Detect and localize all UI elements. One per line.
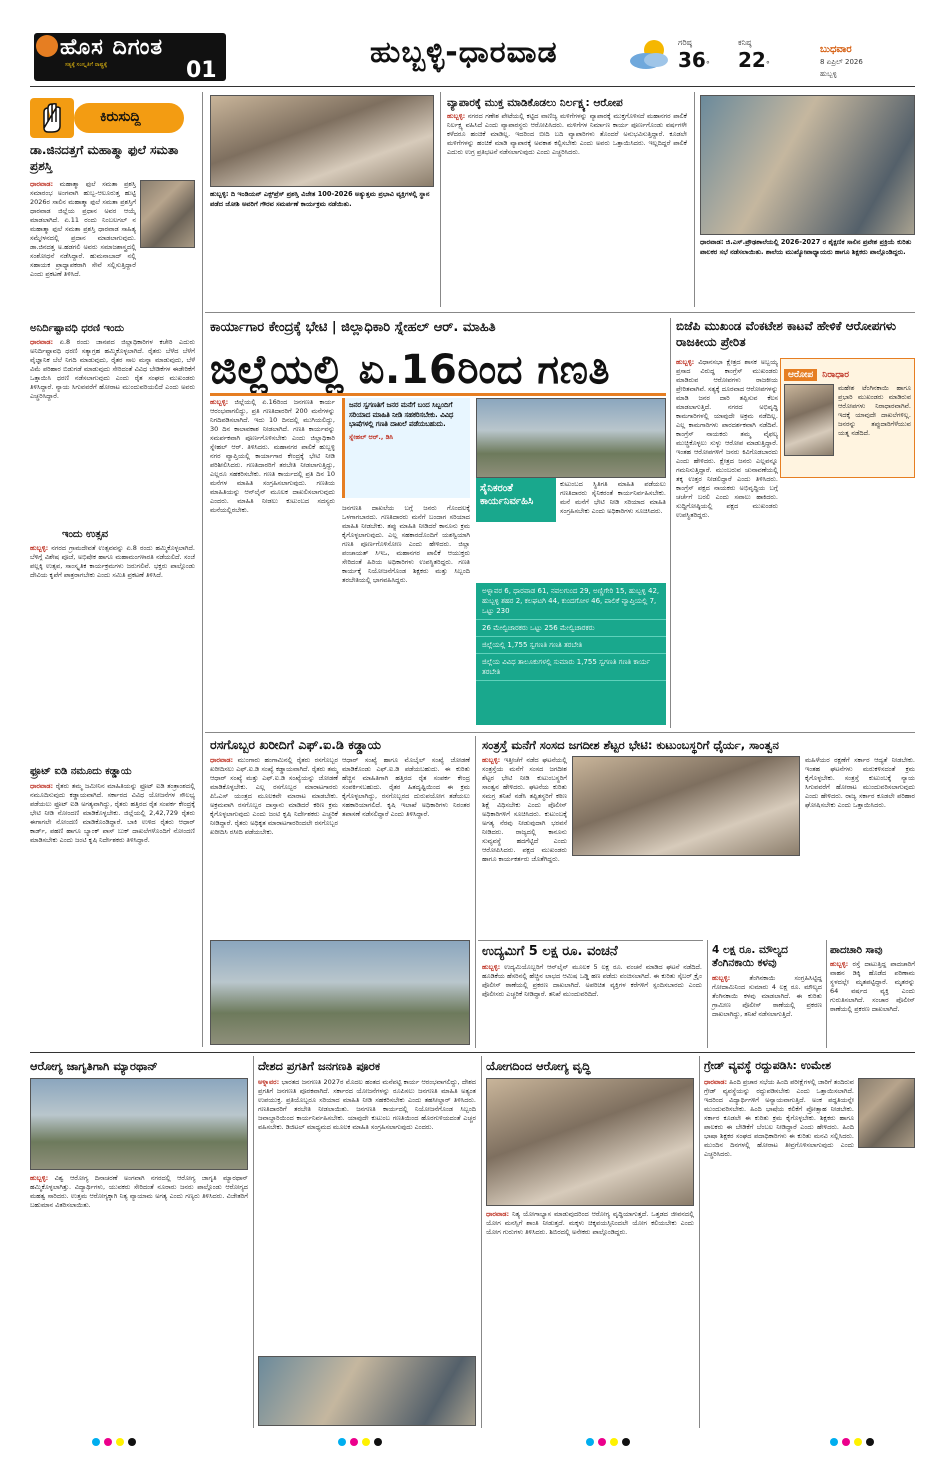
- min-temp-block: [738, 38, 770, 72]
- lead-kicker: ಕಾರ್ಯಾಗಾರ ಕೇಂದ್ರಕ್ಕೆ ಭೇಟಿ | ಜಿಲ್ಲಾಧಿಕಾರಿ ಸ್ನೇಹಲ್ ಆರ್. ಮಾಹಿತಿ: [210, 320, 496, 335]
- mid-rule-3: [826, 940, 827, 1048]
- right-story-body-2: [782, 484, 915, 728]
- panel-body: ಕುಟುಂಬದ ಸ್ಥಿತಿಗತಿ ಮಾಹಿತಿ ಪಡೆಯಲು ಗಣತಿದಾರರು ಸೈನಿಕರಂತೆ ಕಾರ್ಯನಿರ್ವಹಿಸಬೇಕು. ಮನೆ ಮನೆಗೆ ಭೇಟಿ ನೀಡಿ ಸರಿಯಾದ ಮಾಹಿತಿ ಸಂಗ್ರಹಿಸಬೇಕು ಎಂದು ಅಧಿಕಾರಿಗಳು ಸೂಚಿಸಿದರು.: [560, 480, 666, 515]
- award-photo: [210, 95, 434, 187]
- left-story1-headline: ಡಾ.ಜಿನದತ್ತಗೆ ಮಹಾತ್ಮಾ ಫುಲೆ ಸಮತಾ ಪ್ರಶಸ್ತಿ: [30, 143, 179, 173]
- degree-symbol: °: [705, 60, 710, 69]
- shettar-story-body: [482, 756, 567, 863]
- shettar-story-body-3: [482, 860, 800, 936]
- fid-story-text: ಮುಂಗಾರು ಹಂಗಾಮಿನಲ್ಲಿ ರೈತರು ರಸಗೊಬ್ಬರ ಖರೀದಿಸಲು ಎಫ್.ಐ.ಡಿ ಸಂಖ್ಯೆ ಕಡ್ಡಾಯವಾಗಿದೆ. ರೈತರು ತಮ್ಮ ಆಧಾರ್ ಸಂಖ್ಯೆ ಮತ್ತು ಎಫ್.ಐ.ಡಿ ಸಂಖ್ಯೆಯನ್ನು ಜೋಡಣೆ ಮಾಡಿಕೊಳ್ಳಬೇಕು. ಎಲ್ಲ ರಸಗೊಬ್ಬರ ಮಾರಾಟಗಾರರು ಪಿಓಎಸ್ ಯಂತ್ರದ ಮೂಲಕವೇ ಮಾರಾಟ ಮಾಡಬೇಕು. ಅಕ್ರಮವಾಗಿ ರಸಗೊಬ್ಬರ ದಾಸ್ತಾನು ಮಾಡಿದರೆ ಕಠಿಣ ಕ್ರಮ ಕೈಗೊಳ್ಳಲಾಗುವುದು ಎಂದು ಜಂಟಿ ಕೃಷಿ ನಿರ್ದೇಶಕರು ಎಚ್ಚರಿಕೆ ನೀಡಿದ್ದಾರೆ. ರೈತರು ಅಧಿಕೃತ ಮಾರಾಟಗಾರರಿಂದಲೇ ರಸಗೊಬ್ಬರ ಖರೀದಿಸಿ ರಸೀದಿ ಪಡೆಯಬೇಕು.: [210, 756, 338, 836]
- lead-quote-author: ಸ್ನೇಹಲ್ ಆರ್., ಡಿಸಿ: [349, 432, 394, 441]
- left-story3-text: ನಗರದ ಗ್ರಾಮದೇವತೆ ಉತ್ಸವವನ್ನು ಏ.8 ರಂದು ಹಮ್ಮಿಕೊಳ್ಳಲಾಗಿದೆ. ಬೆಳಿಗ್ಗೆ ವಿಶೇಷ ಪೂಜೆ, ಅಭಿಷೇಕ ಹಾಗೂ ಮಹಾಮಂಗಳಾರತಿ ನಡೆಯಲಿದೆ. ಸಂಜೆ ಪಲ್ಲಕ್ಕಿ ಉತ್ಸವ, ಸಾಂಸ್ಕೃತಿಕ ಕಾರ್ಯಕ್ರಮಗಳು ಜರುಗಲಿವೆ. ಭಕ್ತರು ಪಾಲ್ಗೊಂಡು ದೇವಿಯ ಕೃಪೆಗೆ ಪಾತ್ರರಾಗಬೇಕು ಎಂದು ಸಮಿತಿ ಪ್ರಕಟಣೆ ತಿಳಿಸಿದೆ.: [30, 544, 195, 579]
- grade-text: ಹಿಂದಿ ಪ್ರಚಾರ ಸಭೆಯ ಹಿಂದಿ ಪರೀಕ್ಷೆಗಳಲ್ಲಿ ಜಾರಿಗೆ ತಂದಿರುವ ಗ್ರೇಡ್ ವ್ಯವಸ್ಥೆಯನ್ನು ರದ್ದುಪಡಿಸಬೇಕು ಎಂದು ಒತ್ತಾಯಿಸಲಾಗಿದೆ. ಇದರಿಂದ ವಿದ್ಯಾರ್ಥಿಗಳಿಗೆ ಅನ್ಯಾಯವಾಗುತ್ತಿದೆ. ಅಂಕ ಪದ್ಧತಿಯನ್ನೇ ಮುಂದುವರಿಸಬೇಕು. ಹಿಂದಿ ಭಾಷೆಯ ಕಲಿಕೆಗೆ ಪ್ರೋತ್ಸಾಹ ನೀಡಬೇಕು. ಸರ್ಕಾರ ಕೂಡಲೇ ಈ ಕುರಿತು ಕ್ರಮ ಕೈಗೊಳ್ಳಬೇಕು. ಶಿಕ್ಷಕರು ಹಾಗೂ ಪಾಲಕರು ಈ ಬೇಡಿಕೆಗೆ ಬೆಂಬಲ ನೀಡಿದ್ದಾರೆ ಎಂದು ಹೇಳಿದರು. ಹಿಂದಿ ಭಾಷಾ ಶಿಕ್ಷಕರ ಸಂಘದ ಪದಾಧಿಕಾರಿಗಳು ಈ ಕುರಿತು ಮನವಿ ಸಲ್ಲಿಸಿದರು. ಮುಂದಿನ ದಿನಗಳಲ್ಲಿ ಹೋರಾಟ ತೀವ್ರಗೊಳಿಸಲಾಗುವುದು ಎಂದು ಎಚ್ಚರಿಸಿದರು.: [704, 1078, 854, 1158]
- left-story2-text: ಏ.8 ರಂದು ಜಾನಪದ ಜಿಲ್ಲಾಧಿಕಾರಿಗಳ ಕಚೇರಿ ಎದುರು ಅನಿರ್ದಿಷ್ಟಾವಧಿ ಧರಣಿ ಸತ್ಯಾಗ್ರಹ ಹಮ್ಮಿಕೊಳ್ಳಲಾಗಿದೆ. ರೈತರು ಬೆಳೆದ ಬೆಳೆಗೆ ವೈಜ್ಞಾನಿಕ ಬೆಲೆ ನಿಗದಿ ಮಾಡುವುದು, ರೈತರ ಸಾಲ ಮನ್ನಾ ಮಾಡುವುದು, ಬೆಳೆ ವಿಮೆ ಪರಿಹಾರ ಬಿಡುಗಡೆ ಮಾಡುವುದು ಸೇರಿದಂತೆ ವಿವಿಧ ಬೇಡಿಕೆಗಳ ಈಡೇರಿಕೆಗೆ ಒತ್ತಾಯಿಸಿ ಧರಣಿ ನಡೆಸಲಾಗುವುದು ಎಂದು ರೈತ ಸಂಘದ ಮುಖಂಡರು ತಿಳಿಸಿದ್ದಾರೆ. ನ್ಯಾಯ ಸಿಗುವವರೆಗೆ ಹೋರಾಟ ಮುಂದುವರಿಯಲಿದೆ ಎಂದು ಅವರು ಎಚ್ಚರಿಸಿದ್ದಾರೆ.: [30, 338, 195, 400]
- shettar-story-body-2: ಮಹಿಳೆಯರ ರಕ್ಷಣೆಗೆ ಸರ್ಕಾರ ಆದ್ಯತೆ ನೀಡಬೇಕು. ಇಂತಹ ಘಟನೆಗಳು ಮರುಕಳಿಸದಂತೆ ಕ್ರಮ ಕೈಗೊಳ್ಳಬೇಕು. ಸಂತ್ರಸ್ತೆ ಕುಟುಂಬಕ್ಕೆ ನ್ಯಾಯ ಸಿಗುವವರೆಗೆ ಹೋರಾಟ ಮುಂದುವರಿಸಲಾಗುವುದು ಎಂದು ಹೇಳಿದರು. ರಾಜ್ಯ ಸರ್ಕಾರ ಕೂಡಲೇ ಪರಿಹಾರ ಘೋಷಿಸಬೇಕು ಎಂದು ಒತ್ತಾಯಿಸಿದರು.: [805, 756, 915, 809]
- lead-headline: ಜಿಲ್ಲೆಯಲ್ಲಿ ಏ.16ರಿಂದ ಗಣತಿ: [210, 347, 611, 393]
- cmyk-dot: [842, 1438, 850, 1446]
- lead-row-rule: [205, 732, 915, 733]
- census-training-photo: [476, 398, 666, 478]
- cmyk-dot: [338, 1438, 346, 1446]
- issue-city: ಹುಬ್ಬಳ್ಳಿ: [820, 70, 837, 78]
- stats-row: ಅಳ್ನಾವರ 6, ಧಾರವಾಡ 61, ನವಲಗುಂದ 29, ಅಣ್ಣಿಗೇರಿ 15, ಹುಬ್ಬಳ್ಳಿ 42, ಹುಬ್ಬಳ್ಳಿ ಶಹರ 2, ಕಲಘಟಗಿ 44, ಕುಂದಗೋಳ 46, ಪಾಲಿಕೆ ವ್ಯಾಪ್ತಿಯಲ್ಲಿ 7, ಒಟ್ಟು 230: [476, 583, 666, 620]
- yoga-headline: ಯೋಗದಿಂದ ಆರೋಗ್ಯ ವೃದ್ಧಿ: [486, 1059, 591, 1073]
- top-row-rule: [205, 312, 915, 313]
- left-story2-headline: ಅನಿರ್ದಿಷ್ಟಾವಧಿ ಧರಣಿ ಇಂದು: [30, 323, 125, 334]
- bottom-rule-3: [699, 1056, 700, 1428]
- census-progress-photo: [258, 1356, 476, 1426]
- census-progress-text: ಭಾರತದ ಜನಗಣತಿ 2027ರ ಮೊದಲ ಹಂತದ ಮನೆಪಟ್ಟಿ ಕಾರ್ಯ ಆರಂಭವಾಗಲಿದ್ದು, ದೇಶದ ಪ್ರಗತಿಗೆ ಜನಗಣತಿ ಪೂರಕವಾಗಿದೆ. ಸರ್ಕಾರದ ಯೋಜನೆಗಳನ್ನು ರೂಪಿಸಲು ಜನಗಣತಿ ಮಾಹಿತಿ ಅತ್ಯಂತ ಉಪಯುಕ್ತ. ಪ್ರತಿಯೊಬ್ಬರೂ ಸರಿಯಾದ ಮಾಹಿತಿ ನೀಡಿ ಸಹಕರಿಸಬೇಕು ಎಂದು ತಹಸೀಲ್ದಾರ್ ತಿಳಿಸಿದರು. ಗಣತಿದಾರರಿಗೆ ತರಬೇತಿ ನೀಡಲಾಯಿತು.: [258, 1078, 476, 1113]
- lead-text-left: ಜಿಲ್ಲೆಯಲ್ಲಿ ಏ.16ರಿಂದ ಜನಗಣತಿ ಕಾರ್ಯ ಆರಂಭವಾಗಲಿದ್ದು, ಪ್ರತಿ ಗಣತಿದಾರರಿಗೆ 200 ಮನೆಗಳನ್ನು ನಿಗದಿಪಡಿಸಲಾಗಿದೆ. ಇದು 10 ದಿನದಲ್ಲಿ ಮುಗಿಯಲಿದ್ದು, 30 ದಿನ ಕಾಲಾವಕಾಶ ನೀಡಲಾಗಿದೆ. ಗಣತಿ ಕಾರ್ಯವನ್ನು ಸಮರ್ಪಕವಾಗಿ ಪೂರ್ಣಗೊಳಿಸಬೇಕು ಎಂದು ಜಿಲ್ಲಾಧಿಕಾರಿ ಸ್ನೇಹಲ್ ಆರ್. ತಿಳಿಸಿದರು. ಮಹಾನಗರ ಪಾಲಿಕೆ ಹುಬ್ಬಳ್ಳಿ ನಗರ ವ್ಯಾಪ್ತಿಯಲ್ಲಿ ಕಾರ್ಯಾಗಾರ ಕೇಂದ್ರಕ್ಕೆ ಭೇಟಿ ನೀಡಿ ಪರಿಶೀಲಿಸಿದರು. ಗಣತಿದಾರರಿಗೆ ತರಬೇತಿ ನೀಡಲಾಗುತ್ತಿದ್ದು, ಎಲ್ಲರೂ ಸಹಕರಿಸಬೇಕು. ಗಣತಿ ಕಾರ್ಯದಲ್ಲಿ ಪ್ರತಿ ದಿನ 10 ಮನೆಗಳ ಮಾಹಿತಿ ಸಂಗ್ರಹಿಸಲಾಗುವುದು. ಗಣತಿಯ ಮಾಹಿತಿಯನ್ನು ಆನ್‌ಲೈನ್ ಮೂಲಕ ದಾಖಲಿಸಲಾಗುವುದು ಎಂದರು. ಮಾಹಿತಿ ನೀಡಲು ಕುಟುಂಬದ ಸದಸ್ಯರು ಮನೆಯಲ್ಲಿರಬೇಕು.: [210, 398, 335, 514]
- fid-story-body-2: ಆಧಾರ್ ಸಂಖ್ಯೆ ಹಾಗೂ ಮೊಬೈಲ್ ಸಂಖ್ಯೆ ಜೋಡಣೆ ಮಾಡಿಕೊಂಡು ಎಫ್.ಐ.ಡಿ ಪಡೆಯಬಹುದು. ಈ ಕುರಿತು ಹೆಚ್ಚಿನ ಮಾಹಿತಿಗಾಗಿ ಹತ್ತಿರದ ರೈತ ಸಂಪರ್ಕ ಕೇಂದ್ರ ಸಂಪರ್ಕಿಸಬಹುದು. ರೈತರ ಹಿತದೃಷ್ಟಿಯಿಂದ ಈ ಕ್ರಮ ಕೈಗೊಳ್ಳಲಾಗಿದ್ದು, ರಸಗೊಬ್ಬರದ ದುರುಪಯೋಗ ತಡೆಯಲು ಸಹಕಾರಿಯಾಗಲಿದೆ. ಕೃಷಿ ಇಲಾಖೆ ಅಧಿಕಾರಿಗಳು ನಿರಂತರ ತಪಾಸಣೆ ನಡೆಸಲಿದ್ದಾರೆ ಎಂದು ತಿಳಿಸಿದ್ದಾರೆ.: [342, 756, 470, 818]
- degree-symbol: °: [765, 60, 770, 69]
- marathon-photo: [30, 1078, 248, 1170]
- top-story-text: ನಗರದ ಗಣೇಶ ಪೇಟೆಯಲ್ಲಿ ಕಟ್ಟಿದ ವಾಣಿಜ್ಯ ಮಳಿಗೆಗಳನ್ನು ವ್ಯಾಪಾರಕ್ಕೆ ಮುಕ್ತಗೊಳಿಸದೆ ಮಹಾನಗರ ಪಾಲಿಕೆ ನಿರ್ಲಕ್ಷ್ಯ ವಹಿಸಿದೆ ಎಂದು ವ್ಯಾಪಾರಸ್ಥರು ಆರೋಪಿಸಿದರು. ಮಳಿಗೆಗಳ ನಿರ್ಮಾಣ ಕಾರ್ಯ ಪೂರ್ಣಗೊಂಡು ವರ್ಷಗಳೇ ಕಳೆದರೂ ಹಂಚಿಕೆ ಮಾಡಿಲ್ಲ. ಇದರಿಂದ ಬೀದಿ ಬದಿ ವ್ಯಾಪಾರಿಗಳು ತೊಂದರೆ ಅನುಭವಿಸುತ್ತಿದ್ದಾರೆ. ಕೂಡಲೇ ಮಳಿಗೆಗಳನ್ನು ಹಂಚಿಕೆ ಮಾಡಿ ವ್ಯಾಪಾರಕ್ಕೆ ಅವಕಾಶ ಕಲ್ಪಿಸಬೇಕು ಎಂದು ಅವರು ಒತ್ತಾಯಿಸಿದರು. ಇಲ್ಲದಿದ್ದರೆ ಪಾಲಿಕೆ ಎದುರು ಉಗ್ರ ಪ್ರತಿಭಟನೆ ನಡೆಸಲಾಗುವುದು ಎಂದು ಎಚ್ಚರಿಸಿದರು.: [447, 112, 687, 156]
- top-rule-1: [440, 92, 441, 307]
- allegation-body: ಮಹೇಶ ಟೆಂಗಿನಕಾಯಿ ಹಾಗೂ ಪ್ರಭಾರಿ ಮುಖಂಡರು ಮಾಡಿರುವ ಆರೋಪಗಳು ನಿರಾಧಾರವಾಗಿವೆ. ಇದಕ್ಕೆ ಯಾವುದೇ ದಾಖಲೆಗಳಿಲ್ಲ. ಜನರನ್ನು ತಪ್ಪುದಾರಿಗೆಳೆಯುವ ಯತ್ನ ನಡೆದಿದೆ.: [838, 384, 911, 437]
- coconut-story-text: ತೆಂಗಿನಕಾಯಿ ಸಂಗ್ರಹಿಸಿಟ್ಟಿದ್ದ ಗೋದಾಮಿನಿಂದ ಸುಮಾರು 4 ಲಕ್ಷ ರೂ. ಮೌಲ್ಯದ ತೆಂಗಿನಕಾಯಿ ಕಳವು ಮಾಡಲಾಗಿದೆ. ಈ ಕುರಿತು ಗ್ರಾಮೀಣ ಪೊಲೀಸ್ ಠಾಣೆಯಲ್ಲಿ ಪ್ರಕರಣ ದಾಖಲಾಗಿದ್ದು, ತನಿಖೆ ನಡೆಸಲಾಗುತ್ತಿದೆ.: [712, 974, 822, 1018]
- allegation-tag: ಆರೋಪ: [784, 369, 817, 381]
- dateline: ಹುಬ್ಬಳ್ಳಿ:: [447, 112, 466, 120]
- lead-body-right: ಜನಗಣತಿ ದಾಖಲೆಯ ಬಗ್ಗೆ ಜನರು ಗೊಂದಲಕ್ಕೆ ಒಳಗಾಗಬಾರದು. ಗಣತಿದಾರರು ಮನೆಗೆ ಬಂದಾಗ ಸರಿಯಾದ ಮಾಹಿತಿ ನೀಡಬೇಕು. ತಪ್ಪು ಮಾಹಿತಿ ನೀಡಿದರೆ ಕಾನೂನು ಕ್ರಮ ಕೈಗೊಳ್ಳಲಾಗುವುದು. ಎಲ್ಲ ಸಹಕಾರದೊಂದಿಗೆ ಯಶಸ್ವಿಯಾಗಿ ಗಣತಿ ಪೂರ್ಣಗೊಳಿಸೋಣ ಎಂದು ಹೇಳಿದರು. ಜಿಲ್ಲಾ ಪಂಚಾಯತ್ ಸಿಇಒ, ಮಹಾನಗರ ಪಾಲಿಕೆ ಆಯುಕ್ತರು ಸೇರಿದಂತೆ ಹಿರಿಯ ಅಧಿಕಾರಿಗಳು ಉಪಸ್ಥಿತರಿದ್ದರು. ಗಣತಿ ಕಾರ್ಯಕ್ಕೆ ನಿಯೋಜನೆಗೊಂಡ ಶಿಕ್ಷಕರು ಮತ್ತು ಸಿಬ್ಬಂದಿ ತರಬೇತಿಯಲ್ಲಿ ಭಾಗವಹಿಸಿದ್ದರು.: [342, 504, 470, 584]
- cmyk-dot: [374, 1438, 382, 1446]
- bottom-row-rule: [30, 1052, 915, 1053]
- left-story4-text: ರೈತರು ತಮ್ಮ ಜಮೀನಿನ ಮಾಹಿತಿಯನ್ನು ಫ್ರೂಟ್ ಐಡಿ ತಂತ್ರಾಂಶದಲ್ಲಿ ನಮೂದಿಸುವುದು ಕಡ್ಡಾಯವಾಗಿದೆ. ಸರ್ಕಾರದ ವಿವಿಧ ಯೋಜನೆಗಳ ಸೌಲಭ್ಯ ಪಡೆಯಲು ಫ್ರೂಟ್ ಐಡಿ ಅಗತ್ಯವಾಗಿದ್ದು, ರೈತರು ಹತ್ತಿರದ ರೈತ ಸಂಪರ್ಕ ಕೇಂದ್ರಕ್ಕೆ ಭೇಟಿ ನೀಡಿ ನೋಂದಣಿ ಮಾಡಿಕೊಳ್ಳಬೇಕು. ಜಿಲ್ಲೆಯಲ್ಲಿ 2,42,729 ರೈತರು ಈಗಾಗಲೇ ನೋಂದಣಿ ಮಾಡಿಕೊಂಡಿದ್ದಾರೆ. ಬಾಕಿ ಉಳಿದ ರೈತರು ಆಧಾರ್ ಕಾರ್ಡ್, ಪಹಣಿ ಹಾಗೂ ಬ್ಯಾಂಕ್ ಪಾಸ್ ಬುಕ್ ದಾಖಲೆಗಳೊಂದಿಗೆ ನೋಂದಣಿ ಮಾಡಿಸಬೇಕು ಎಂದು ಜಂಟಿ ಕೃಷಿ ನಿರ್ದೇಶಕರು ತಿಳಿಸಿದ್ದಾರೆ.: [30, 782, 195, 844]
- mid-rule-1: [475, 736, 476, 1048]
- left-story3-headline: ಇಂದು ಉತ್ಸವ: [62, 529, 108, 540]
- panel-body-extra: [476, 526, 558, 582]
- dateline: ಧಾರವಾಡ:: [704, 1078, 728, 1086]
- bottom-rule-2: [481, 1056, 482, 1428]
- dateline: ಧಾರವಾಡ:: [30, 180, 54, 188]
- shettar-story-headline: ಸಂತ್ರಸ್ತೆ ಮನೆಗೆ ಸಂಸದ ಜಗದೀಶ ಶೆಟ್ಟರ ಭೇಟಿ: ಕುಟುಂಬಸ್ಥರಿಗೆ ಧೈರ್ಯ, ಸಾಂತ್ವನ: [482, 738, 779, 752]
- venkatesh-portrait: [784, 384, 834, 456]
- min-temp: 22: [738, 48, 766, 72]
- dateline: ಅಳ್ನಾವರ:: [258, 1078, 280, 1086]
- cmyk-dot: [116, 1438, 124, 1446]
- award-photo-caption: ಹುಬ್ಬಳ್ಳಿ: ದಿ ಇಂಡಿಯನ್ ಎಕ್ಸ್‌ಪ್ರೆಸ್ ಪ್ರಶಸ್ತಿ ವಿಜೇತ 100-2026 ಅತ್ಯುತ್ತಮ ಪ್ರಭಾವಿ ವ್ಯಕ್ತಿಗಳಲ್ಲಿ ಸ್ಥಾನ ಪಡೆದ ಜೋಶಿ ಅವರಿಗೆ ಗೌರವ ಸಮರ್ಪಣೆ ಕಾರ್ಯಕ್ರಮ ನಡೆಯಿತು.: [210, 190, 430, 208]
- shettar-visit-photo: [572, 756, 800, 856]
- fraud-story-text: ಉದ್ಯಮಿಯೊಬ್ಬರಿಗೆ ಆನ್‌ಲೈನ್ ಮೂಲಕ 5 ಲಕ್ಷ ರೂ. ವಂಚನೆ ಮಾಡಿದ ಘಟನೆ ನಡೆದಿದೆ. ಹೂಡಿಕೆಯ ಹೆಸರಿನಲ್ಲಿ ಹೆಚ್ಚಿನ ಲಾಭದ ಆಮಿಷ ಒಡ್ಡಿ ಹಣ ಪಡೆದು ವಂಚಿಸಲಾಗಿದೆ. ಈ ಕುರಿತು ಸೈಬರ್ ಕ್ರೈಂ ಪೊಲೀಸ್ ಠಾಣೆಯಲ್ಲಿ ಪ್ರಕರಣ ದಾಖಲಾಗಿದೆ. ಅಪರಿಚಿತ ವ್ಯಕ್ತಿಗಳ ಕರೆಗಳಿಗೆ ಸ್ಪಂದಿಸಬಾರದು ಎಂದು ಪೊಲೀಸರು ಎಚ್ಚರಿಕೆ ನೀಡಿದ್ದಾರೆ. ತನಿಖೆ ಮುಂದುವರಿದಿದೆ.: [482, 963, 702, 998]
- max-temp: 36: [678, 48, 706, 72]
- cmyk-dot: [610, 1438, 618, 1446]
- left-story1-portrait: [140, 180, 195, 248]
- marathon-headline: ಆರೋಗ್ಯ ಜಾಗೃತಿಗಾಗಿ ಮ್ಯಾರಥಾನ್: [30, 1059, 158, 1073]
- umesh-portrait: [858, 1078, 915, 1148]
- allegation-box: [780, 358, 915, 478]
- dateline: ಧಾರವಾಡ:: [486, 1210, 510, 1218]
- kirusuddi-label: ಕಿರುಸುದ್ದಿ: [74, 103, 184, 133]
- paper-tagline: ಸತ್ಯಕ್ಕೆ ಸಂಸ್ಕೃತಿಗೆ ರಾಷ್ಟ್ರಕ್ಕೆ: [65, 62, 108, 68]
- left-story1-text: ಮಹಾತ್ಮಾ ಫುಲೆ ಸಮತಾ ಪ್ರಶಸ್ತಿ ಸಮಾರಂಭ ಅಂಗವಾಗಿ ಹುಬ್ಬ-ಆಲೂರುತ್ತ ಹುಟ್ಟಿ 2026ರ ಸಾಲಿನ ಮಹಾತ್ಮಾ ಫುಲೆ ಸಮತಾ ಪ್ರಶಸ್ತಿಗೆ ಧಾರವಾಡ ಜಿಲ್ಲೆಯ ಪ್ರಧಾನ ಅವರ ಆಯ್ಕೆ ಮಾಡಲಾಗಿದೆ. ಏ.11 ರಂದು ನಿಂಬಲಗಲ್ ನ ಮಹಾತ್ಮಾ ಫುಲೆ ಸಮತಾ ಪ್ರಶಸ್ತಿ ಧಾರವಾಡ ಸಾಹಿತ್ಯ ಸಮ್ಮೇಳನದಲ್ಲಿ ಪ್ರದಾನ ಮಾಡಲಾಗುವುದು. ಡಾ.ಜಿನದತ್ತ ಅ.ಹಡಗಲಿ ಅವರು ಸಮಾಜಶಾಸ್ತ್ರದಲ್ಲಿ ಸಂಶೋಧನೆ ನಡೆಸಿದ್ದಾರೆ. ಹುಮನಾಬಾದ್ ನಲ್ಲಿ ಸಹಾಯಕ ಪ್ರಾಧ್ಯಾಪಕರಾಗಿ ಸೇವೆ ಸಲ್ಲಿಸುತ್ತಿದ್ದಾರೆ ಎಂದು ಪ್ರಕಟಣೆ ತಿಳಿಸಿದೆ.: [30, 180, 136, 278]
- left-story4-body: [30, 782, 195, 1044]
- mid-row-rule: [478, 940, 703, 941]
- left-story2-body: [30, 338, 195, 523]
- dateline: ಧಾರವಾಡ:: [210, 756, 234, 764]
- cmyk-dot: [586, 1438, 594, 1446]
- date-block: [820, 44, 940, 79]
- marathon-text: ವಿಶ್ವ ಆರೋಗ್ಯ ದಿನಾಚರಣೆ ಅಂಗವಾಗಿ ನಗರದಲ್ಲಿ ಆರೋಗ್ಯ ಜಾಗೃತಿ ಮ್ಯಾರಥಾನ್ ಹಮ್ಮಿಕೊಳ್ಳಲಾಗಿತ್ತು. ವಿದ್ಯಾರ್ಥಿಗಳು, ಯುವಕರು ಸೇರಿದಂತೆ ನೂರಾರು ಜನರು ಪಾಲ್ಗೊಂಡು ಆರೋಗ್ಯದ ಮಹತ್ವ ಸಾರಿದರು. ಉತ್ತಮ ಆರೋಗ್ಯಕ್ಕಾಗಿ ನಿತ್ಯ ವ್ಯಾಯಾಮ ಅಗತ್ಯ ಎಂದು ಗಣ್ಯರು ತಿಳಿಸಿದರು. ವಿಜೇತರಿಗೆ ಬಹುಮಾನ ವಿತರಿಸಲಾಯಿತು.: [30, 1174, 248, 1209]
- fid-story-headline: ರಸಗೊಬ್ಬರ ಖರೀದಿಗೆ ಎಫ್.ಐ.ಡಿ ಕಡ್ಡಾಯ: [210, 737, 382, 752]
- pedestrian-story-headline: ಪಾದಚಾರಿ ಸಾವು: [830, 945, 883, 956]
- panel-title: ಸೈನಿಕರಂತೆ ಕಾರ್ಯನಿರ್ವಹಿಸಿ: [476, 478, 556, 522]
- school-meeting-photo: [700, 95, 915, 235]
- left-story3-body: [30, 544, 195, 759]
- cmyk-dot: [92, 1438, 100, 1446]
- grade-body-2: [704, 1152, 915, 1424]
- cmyk-dot: [866, 1438, 874, 1446]
- dateline: ಧಾರವಾಡ:: [30, 782, 54, 790]
- fid-story-body: [210, 756, 338, 936]
- coconut-story-headline: 4 ಲಕ್ಷ ರೂ. ಮೌಲ್ಯದ ತೆಂಗಿನಕಾಯಿ ಕಳವು: [712, 944, 788, 969]
- coconut-story-body: [712, 974, 822, 1044]
- cmyk-dot: [854, 1438, 862, 1446]
- grade-body: [704, 1078, 854, 1158]
- stats-row: ಜಿಲ್ಲೆಯ ವಿವಿಧ ತಾಲೂಕುಗಳಲ್ಲಿ ಸುಮಾರು 1,755 ಸ್ವಗಣತಿ ಗಣತಿ ಕಾರ್ಯ ತರಬೇತಿ: [476, 654, 666, 681]
- dateline: ಧಾರವಾಡ:: [30, 338, 54, 346]
- kirusuddi-hand-icon: [30, 98, 74, 138]
- cmyk-dot: [830, 1438, 838, 1446]
- dateline: ಹುಬ್ಬಳ್ಳಿ:: [482, 756, 501, 764]
- lead-headline-bar: [210, 393, 666, 396]
- dateline: ಹುಬ್ಬಳ್ಳಿ:: [482, 963, 501, 971]
- min-label: ಕನಿಷ್ಠ: [738, 38, 752, 47]
- allegation-word: ನಿರಾಧಾರ: [822, 370, 849, 380]
- top-story-body: [447, 112, 687, 307]
- fraud-story-body: [482, 963, 702, 1045]
- sun-cloud-icon: [624, 36, 674, 72]
- lead-right-rule: [670, 318, 671, 728]
- cmyk-dot: [350, 1438, 358, 1446]
- left-story4-headline: ಫ್ರೂಟ್ ಐಡಿ ನಮೂದು ಕಡ್ಡಾಯ: [30, 766, 132, 777]
- dateline: ಹುಬ್ಬಳ್ಳಿ:: [830, 960, 849, 968]
- weekday: ಬುಧವಾರ: [820, 44, 852, 55]
- census-progress-body: [258, 1078, 476, 1353]
- logo-emblem-icon: [36, 35, 58, 57]
- census-progress-text-2: ಜನಗಣತಿ ಕಾರ್ಯದಲ್ಲಿ ನಿಯೋಜನೆಗೊಂಡ ಸಿಬ್ಬಂದಿ ಜವಾಬ್ದಾರಿಯಿಂದ ಕಾರ್ಯನಿರ್ವಹಿಸಬೇಕು. ಯಾವುದೇ ಕುಟುಂಬ ಗಣತಿಯಿಂದ ಹೊರಗುಳಿಯದಂತೆ ಎಚ್ಚರ ವಹಿಸಬೇಕು. ಡಿಜಿಟಲ್ ಮಾಧ್ಯಮದ ಮೂಲಕ ಮಾಹಿತಿ ಸಂಗ್ರಹಿಸಲಾಗುವುದು ಎಂದರು.: [258, 1105, 476, 1131]
- issue-date: 8 ಏಪ್ರಿಲ್ 2026: [820, 58, 863, 66]
- pedestrian-story-body: [830, 960, 915, 1045]
- fid-story-photo: [210, 940, 470, 1045]
- dateline: ಹುಬ್ಬಳ್ಳಿ:: [712, 974, 731, 982]
- dateline: ಹುಬ್ಬಳ್ಳಿ:: [210, 398, 229, 406]
- top-story-headline: ವ್ಯಾಪಾರಕ್ಕೆ ಮುಕ್ತ ಮಾಡಿಕೊಡಲು ನಿರ್ಲಕ್ಷ್ಯ: ಆರೋಪ: [447, 97, 623, 109]
- right-story-headline: ಬಿಜೆಪಿ ಮುಖಂಡ ವೆಂಕಟೇಶ ಕಾಟವೆ ಹೇಳಿಕೆ ಆರೋಪಗಳು ರಾಜಕೀಯ ಪ್ರೇರಿತ: [676, 319, 897, 349]
- fraud-story-headline: ಉದ್ಯಮಿಗೆ 5 ಲಕ್ಷ ರೂ. ವಂಚನೆ: [482, 944, 618, 959]
- dateline: ಹುಬ್ಬಳ್ಳಿ:: [30, 1174, 49, 1182]
- left-story1-body: [30, 180, 136, 330]
- max-label: ಗರಿಷ್ಠ: [678, 38, 692, 47]
- grade-headline: ಗ್ರೇಡ್ ವ್ಯವಸ್ಥೆ ರದ್ದುಪಡಿಸಿ: ಉಮೇಶ: [704, 1059, 832, 1072]
- max-temp-block: [678, 38, 710, 72]
- mid-rule-2: [707, 940, 708, 1048]
- cmyk-dot: [128, 1438, 136, 1446]
- census-stats-panel: [476, 583, 666, 725]
- lead-quote-box: [342, 398, 470, 498]
- dateline: ಹುಬ್ಬಳ್ಳಿ:: [676, 358, 695, 366]
- cmyk-dot: [598, 1438, 606, 1446]
- lead-quote: ಜನರ ಸ್ವಗಣತಿಗೆ ಜನರ ಮನೆಗೆ ಬಂದ ಸಿಬ್ಬಂದಿಗೆ ಸರಿಯಾದ ಮಾಹಿತಿ ನೀಡಿ ಸಹಕರಿಸಬೇಕು. ವಿವಿಧ ಭಾಷೆಗಳಲ್ಲಿ ಗಣತಿ ದಾಖಲೆ ಪಡೆಯಬಹುದು.: [349, 401, 454, 428]
- school-photo-caption: ಧಾರವಾಡ: ಜಿ.ಎಸ್.ಪ್ರೌಢಶಾಲೆಯಲ್ಲಿ 2026-2027 ರ ಶೈಕ್ಷಣಿಕ ಸಾಲಿನ ಪ್ರವೇಶ ಪ್ರಕ್ರಿಯೆ ಕುರಿತು ಪಾಲಕರ ಸಭೆ ನಡೆಸಲಾಯಿತು. ಶಾಲೆಯ ಮುಖ್ಯೋಪಾಧ್ಯಾಯರು ಹಾಗೂ ಶಿಕ್ಷಕರು ಪಾಲ್ಗೊಂಡಿದ್ದರು.: [700, 238, 912, 256]
- edition-title: ಹುಬ್ಬಳ್ಳಿ-ಧಾರವಾಡ: [370, 35, 558, 70]
- cmyk-dot: [362, 1438, 370, 1446]
- bottom-rule-1: [253, 1056, 254, 1428]
- masthead-rule: [30, 86, 915, 87]
- pedestrian-story-text: ರಸ್ತೆ ದಾಟುತ್ತಿದ್ದ ಪಾದಚಾರಿಗೆ ವಾಹನ ಡಿಕ್ಕಿ ಹೊಡೆದ ಪರಿಣಾಮ ಸ್ಥಳದಲ್ಲೇ ಮೃತಪಟ್ಟಿದ್ದಾರೆ. ಮೃತರನ್ನು 64 ವರ್ಷದ ವ್ಯಕ್ತಿ ಎಂದು ಗುರುತಿಸಲಾಗಿದೆ. ಸಂಚಾರ ಪೊಲೀಸ್ ಠಾಣೆಯಲ್ಲಿ ಪ್ರಕರಣ ದಾಖಲಾಗಿದೆ.: [830, 960, 915, 1013]
- right-story-body-1: [676, 358, 778, 728]
- yoga-photo: [486, 1078, 694, 1206]
- lead-body-left: [210, 398, 335, 738]
- stats-row: ಜಿಲ್ಲೆಯಲ್ಲಿ 1,755 ಸ್ವಗಣತಿ ಗಣತಿ ತರಬೇತಿ: [476, 637, 666, 654]
- paper-name: ಹೊಸ ದಿಗಂತ: [60, 35, 164, 60]
- dateline: ಹುಬ್ಬಳ್ಳಿ:: [30, 544, 49, 552]
- marathon-body: [30, 1174, 248, 1424]
- page-number: 01: [186, 58, 217, 83]
- stats-row: 26 ಮೇಲ್ವಿಚಾರಕರು ಒಟ್ಟು 256 ಮೇಲ್ವಿಚಾರಕರು: [476, 620, 666, 637]
- top-rule-2: [694, 92, 695, 307]
- shettar-story-text: ಇತ್ತೀಚೆಗೆ ನಡೆದ ಘಟನೆಯಲ್ಲಿ ಸಂತ್ರಸ್ತೆಯ ಮನೆಗೆ ಸಂಸದ ಜಗದೀಶ ಶೆಟ್ಟರ ಭೇಟಿ ನೀಡಿ ಕುಟುಂಬಸ್ಥರಿಗೆ ಸಾಂತ್ವನ ಹೇಳಿದರು. ಘಟನೆಯ ಕುರಿತು ಸಮಗ್ರ ತನಿಖೆ ನಡೆಸಿ ತಪ್ಪಿತಸ್ಥರಿಗೆ ಕಠಿಣ ಶಿಕ್ಷೆ ವಿಧಿಸಬೇಕು ಎಂದು ಪೊಲೀಸ್ ಅಧಿಕಾರಿಗಳಿಗೆ ಸೂಚಿಸಿದರು. ಕುಟುಂಬಕ್ಕೆ ಅಗತ್ಯ ನೆರವು ನೀಡುವುದಾಗಿ ಭರವಸೆ ನೀಡಿದರು. ರಾಜ್ಯದಲ್ಲಿ ಕಾನೂನು ಸುವ್ಯವಸ್ಥೆ ಹದಗೆಟ್ಟಿದೆ ಎಂದು ಆರೋಪಿಸಿದರು. ಪಕ್ಷದ ಮುಖಂಡರು ಹಾಗೂ ಕಾರ್ಯಕರ್ತರು ಜೊತೆಗಿದ್ದರು.: [482, 756, 567, 863]
- yoga-text: ನಿತ್ಯ ಯೋಗಾಭ್ಯಾಸ ಮಾಡುವುದರಿಂದ ಆರೋಗ್ಯ ವೃದ್ಧಿಯಾಗುತ್ತದೆ. ಒತ್ತಡದ ಜೀವನದಲ್ಲಿ ಯೋಗ ಮನಸ್ಸಿಗೆ ಶಾಂತಿ ನೀಡುತ್ತದೆ. ಮಕ್ಕಳು ಚಿಕ್ಕವಯಸ್ಸಿನಿಂದಲೇ ಯೋಗ ಕಲಿಯಬೇಕು ಎಂದು ಯೋಗ ಗುರುಗಳು ತಿಳಿಸಿದರು. ಶಿಬಿರದಲ್ಲಿ ಅನೇಕರು ಪಾಲ್ಗೊಂಡಿದ್ದರು.: [486, 1210, 694, 1236]
- cmyk-dot: [622, 1438, 630, 1446]
- census-progress-headline: ದೇಶದ ಪ್ರಗತಿಗೆ ಜನಗಣತಿ ಪೂರಕ: [258, 1059, 381, 1073]
- yoga-body: [486, 1210, 694, 1425]
- right-story-text: ವಿಧಾನಸಭಾ ಕ್ಷೇತ್ರದ ಶಾಸಕ ಅಬ್ಬಯ್ಯ ಪ್ರಸಾದ ವಿರುದ್ಧ ಕಾಂಗ್ರೆಸ್ ಮುಖಂಡರು ಮಾಡಿರುವ ಆರೋಪಗಳು ರಾಜಕೀಯ ಪ್ರೇರಿತವಾಗಿವೆ. ಸತ್ಯಕ್ಕೆ ದೂರವಾದ ಆರೋಪಗಳನ್ನು ಮಾಡಿ ಜನರ ದಾರಿ ತಪ್ಪಿಸುವ ಕೆಲಸ ಮಾಡಲಾಗುತ್ತಿದೆ. ನಗರದ ಅಭಿವೃದ್ಧಿ ಕಾಮಗಾರಿಗಳಲ್ಲಿ ಯಾವುದೇ ಅಕ್ರಮ ನಡೆದಿಲ್ಲ. ಎಲ್ಲ ಕಾಮಗಾರಿಗಳು ಪಾರದರ್ಶಕವಾಗಿ ನಡೆದಿವೆ. ಕಾಂಗ್ರೆಸ್ ನಾಯಕರು ತಮ್ಮ ವೈಫಲ್ಯ ಮುಚ್ಚಿಕೊಳ್ಳಲು ಸುಳ್ಳು ಆರೋಪ ಮಾಡುತ್ತಿದ್ದಾರೆ. ಇಂತಹ ಆರೋಪಗಳಿಗೆ ಜನರು ಕಿವಿಗೊಡಬಾರದು ಎಂದು ಹೇಳಿದರು. ಕ್ಷೇತ್ರದ ಜನರು ಎಲ್ಲವನ್ನೂ ಗಮನಿಸುತ್ತಿದ್ದಾರೆ. ಮುಂಬರುವ ಚುನಾವಣೆಯಲ್ಲಿ ತಕ್ಕ ಉತ್ತರ ನೀಡಲಿದ್ದಾರೆ ಎಂದು ತಿಳಿಸಿದರು. ಕಾಂಗ್ರೆಸ್ ಪಕ್ಷದ ನಾಯಕರು ಅಭಿವೃದ್ಧಿಯ ಬಗ್ಗೆ ಚರ್ಚೆಗೆ ಬರಲಿ ಎಂದು ಸವಾಲು ಹಾಕಿದರು. ಸುದ್ದಿಗೋಷ್ಠಿಯಲ್ಲಿ ಪಕ್ಷದ ಮುಖಂಡರು ಉಪಸ್ಥಿತರಿದ್ದರು.: [676, 358, 779, 519]
- cmyk-dot: [104, 1438, 112, 1446]
- left-column-rule: [202, 92, 203, 1047]
